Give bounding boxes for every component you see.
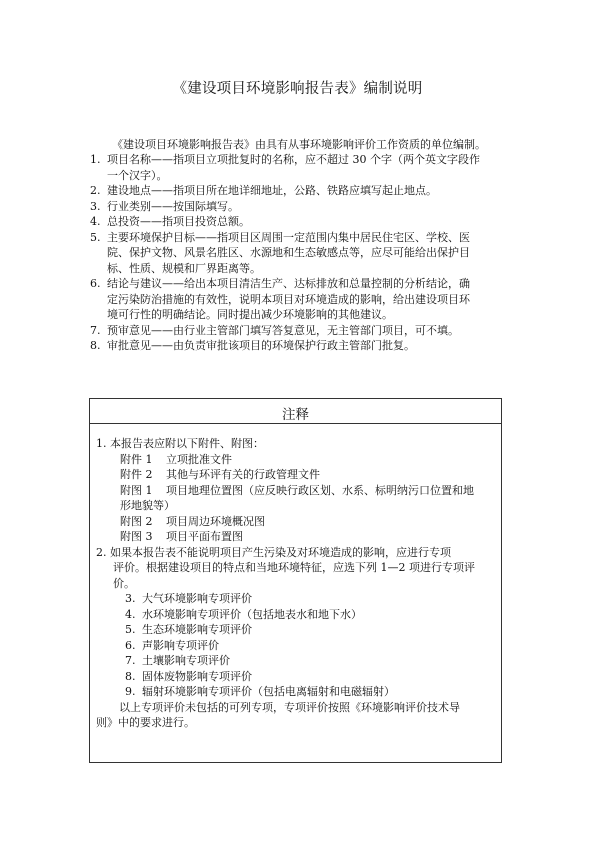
special-text: 生态环境影响专项评价	[142, 623, 252, 636]
special-number: 7.	[125, 654, 136, 667]
special-assessment-item	[96, 591, 496, 607]
item-number: 2.	[90, 184, 101, 197]
attachment-item	[96, 467, 496, 483]
item-text: 结论与建议——给出本项目清洁生产、达标排放和总量控制的分析结论，确	[107, 277, 470, 290]
attachment-text: 立项批准文件	[166, 452, 232, 466]
special-assessment-item	[96, 607, 496, 623]
attachment-item	[96, 514, 496, 530]
special-number: 8.	[125, 669, 136, 683]
list-item	[90, 323, 520, 339]
special-assessment-item	[96, 653, 496, 669]
notes-paragraph-2-cont: 评价。根据建设项目的特点和当地环境特征，应选下列 1—2 项进行专项评	[113, 561, 475, 574]
notes-title: 注释	[282, 407, 309, 423]
list-item	[90, 214, 520, 230]
item-number: 4.	[90, 215, 101, 228]
item-text: 行业类别——按国际填写。	[107, 199, 239, 213]
notes-tail-cont: 则》中的要求进行。	[96, 716, 195, 729]
special-assessment-item	[96, 622, 496, 638]
item-number: 8.	[90, 339, 101, 352]
item-text: 总投资——指项目投资总额。	[107, 215, 250, 228]
special-text: 大气环境影响专项评价	[142, 592, 252, 605]
special-number: 5.	[125, 623, 136, 636]
list-item	[90, 230, 520, 277]
attachment-text: 项目地理位置图（应反映行政区划、水系、标明纳污口位置和地	[166, 483, 474, 497]
special-number: 9.	[125, 685, 136, 698]
special-text: 辐射环境影响专项评价（包括电离辐射和电磁辐射）	[142, 685, 395, 698]
attachment-label: 附图 1	[120, 483, 153, 497]
item-text: 一个汉字）。	[107, 168, 168, 182]
item-text: 建设地点——指项目所在地详细地址，公路、铁路应填写起止地点。	[107, 184, 437, 197]
attachment-label: 附件 2	[120, 468, 153, 481]
item-text: 审批意见——由负责审批该项目的环境保护行政主管部门批复。	[107, 339, 415, 352]
special-assessment-item	[96, 684, 496, 700]
page-title: 《建设项目环境影响报告表》编制说明	[172, 81, 423, 97]
item-text: 项目名称——指项目立项批复时的名称，应不超过 30 个字（两个英文字段作	[107, 153, 480, 166]
special-assessment-item	[96, 669, 496, 685]
item-text: 境可行性的明确结论。同时提出减少环境影响的其他建议。	[107, 308, 393, 321]
notes-paragraph-2-cont: 价。	[113, 576, 135, 590]
list-item	[90, 276, 520, 323]
special-number: 3.	[125, 592, 136, 605]
list-item	[90, 338, 520, 354]
attachment-text-continued: 形地貌等）	[120, 499, 175, 512]
special-text: 土壤影响专项评价	[142, 654, 230, 667]
item-text: 主要环境保护目标——指项目区周围一定范围内集中居民住宅区、学校、医	[107, 230, 470, 244]
attachment-text: 项目平面布置图	[166, 530, 243, 543]
special-text: 声影响专项评价	[142, 638, 219, 652]
instruction-list	[90, 152, 520, 354]
item-number: 6.	[90, 277, 101, 290]
notes-paragraph-1: 1. 本报告表应附以下附件、附图：	[96, 437, 264, 450]
attachment-item	[96, 452, 496, 468]
special-text: 水环境影响专项评价（包括地表水和地下水）	[142, 607, 362, 621]
attachment-label: 附图 3	[120, 530, 153, 543]
item-number: 7.	[90, 323, 101, 337]
attachment-text: 其他与环评有关的行政管理文件	[166, 468, 320, 481]
item-number: 3.	[90, 199, 101, 213]
intro-paragraph: 《建设项目环境影响报告表》由具有从事环境影响评价工作资质的单位编制。	[112, 138, 486, 151]
special-number: 6.	[125, 638, 136, 652]
list-item	[90, 183, 520, 199]
notes-tail: 以上专项评价未包括的可列专项，专项评价按照《环境影响评价技术导	[119, 700, 460, 714]
item-text: 预审意见——由行业主管部门填写答复意见，无主管部门项目，可不填。	[107, 323, 459, 337]
special-text: 固体废物影响专项评价	[142, 669, 252, 683]
notes-paragraph-2: 2. 如果本报告表不能说明项目产生污染及对环境造成的影响，应进行专项	[96, 545, 451, 559]
attachment-label: 附图 2	[120, 514, 153, 528]
attachment-text: 项目周边环境概况图	[166, 514, 265, 528]
attachment-item	[96, 529, 496, 545]
item-text: 院、保护文物、风景名胜区、水源地和生态敏感点等，应尽可能给出保护目	[107, 246, 470, 259]
attachment-label: 附件 1	[120, 452, 153, 466]
item-text: 标、性质、规模和厂界距离等。	[107, 261, 261, 275]
attachment-item	[96, 483, 496, 499]
notes-divider	[90, 423, 501, 424]
list-item	[90, 152, 520, 183]
item-number: 1.	[90, 153, 101, 166]
list-item	[90, 199, 520, 215]
special-number: 4.	[125, 607, 136, 621]
notes-box	[89, 398, 502, 763]
item-text: 定污染防治措施的有效性，说明本项目对环境造成的影响，给出建设项目环	[107, 292, 470, 306]
special-assessment-item	[96, 638, 496, 654]
notes-body	[96, 436, 496, 731]
item-number: 5.	[90, 230, 101, 244]
